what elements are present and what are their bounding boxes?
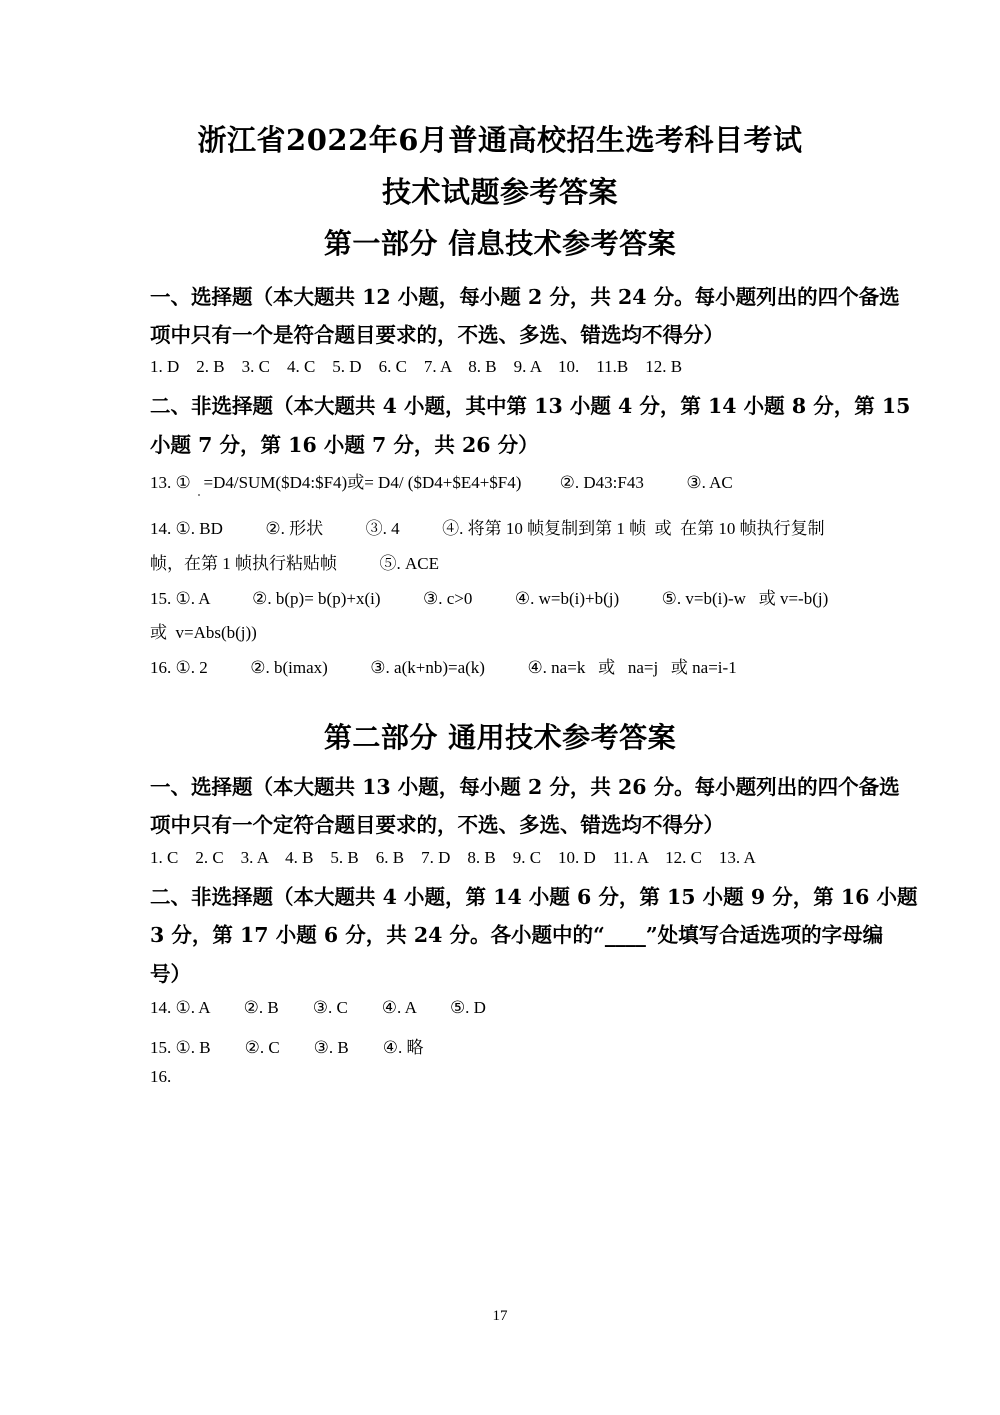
part1-q14-answer-line1: 14. ①. BD ②. 形状 ③. 4 ④. 将第 10 帧复制到第 1 帧 或 在第 10 帧执行复制 <box>150 519 825 538</box>
part2-nonmc-intro-line3: 号） <box>150 962 191 986</box>
part2-q14-answer: 14. ①. A ②. B ③. C ④. A ⑤. D <box>150 998 486 1017</box>
document-subtitle: 技术试题参考答案 <box>381 175 618 209</box>
part1-q14-answer-line2: 帧，在第 1 帧执行粘贴帧 ⑤. ACE <box>150 554 439 573</box>
part1-q13-answer: 13. ① =D4/SUM($D4:$F4)或= D4/ ($D4+$E4+$F4) ②. D43:F43 ③. AC <box>150 473 733 492</box>
part1-q15-answer-line2: 或 v=Abs(b(j)) <box>150 623 257 642</box>
part2-mc-answers: 1. C 2. C 3. A 4. B 5. B 6. B 7. D 8. B 9. C 10. D 11. A 12. C 13. A <box>150 848 756 867</box>
page-number: 17 <box>492 1308 508 1324</box>
part1-q16-answer: 16. ①. 2 ②. b(imax) ③. a(k+nb)=a(k) ④. na=k 或 na=j 或 na=i-1 <box>150 658 737 677</box>
part1-mc-intro-line1: 一、选择题（本大题共 12 小题，每小题 2 分，共 24 分。每小题列出的四个备选 <box>150 285 900 309</box>
part2-nonmc-intro-line2: 3 分，第 17 小题 6 分，共 24 分。各小题中的“____”处填写合适选项的字母编 <box>150 923 884 947</box>
part1-heading: 第一部分 信息技术参考答案 <box>323 227 677 260</box>
part1-nonmc-intro-line1: 二、非选择题（本大题共 4 小题，其中第 13 小题 4 分，第 14 小题 8 分，第 15 <box>150 394 911 418</box>
part2-heading: 第二部分 通用技术参考答案 <box>323 721 677 754</box>
part1-nonmc-intro-line2: 小题 7 分，第 16 小题 7 分，共 26 分） <box>150 433 539 457</box>
document-title: 浙江省2022年6月普通高校招生选考科目考试 <box>197 123 803 157</box>
part2-nonmc-intro-line1: 二、非选择题（本大题共 4 小题，第 14 小题 6 分，第 15 小题 9 分，第 16 小题 <box>150 885 918 909</box>
stray-mark <box>198 494 200 496</box>
part2-mc-intro-line1: 一、选择题（本大题共 13 小题，每小题 2 分，共 26 分。每小题列出的四个备选 <box>150 775 900 799</box>
part1-mc-answers: 1. D 2. B 3. C 4. C 5. D 6. C 7. A 8. B 9. A 10. 11.B 12. B <box>150 357 683 376</box>
part2-mc-intro-line2: 项中只有一个定符合题目要求的，不选、多选、错选均不得分） <box>150 813 724 837</box>
part1-q15-answer-line1: 15. ①. A ②. b(p)= b(p)+x(i) ③. c>0 ④. w=b(i)+b(j) ⑤. v=b(i)-w 或 v=-b(j) <box>150 589 829 608</box>
part1-mc-intro-line2: 项中只有一个是符合题目要求的，不选、多选、错选均不得分） <box>150 323 724 347</box>
part2-q15-answer: 15. ①. B ②. C ③. B ④. 略 <box>150 1038 424 1057</box>
part2-q16-answer: 16. <box>150 1067 172 1086</box>
